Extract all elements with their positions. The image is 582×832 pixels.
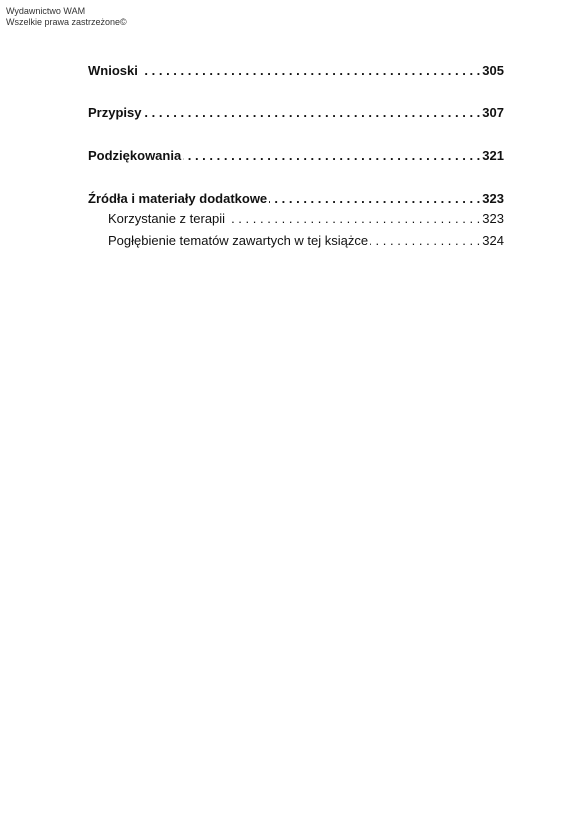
toc-entry-page: 324 bbox=[482, 233, 504, 248]
dot-leader bbox=[143, 104, 480, 122]
dot-leader bbox=[183, 147, 480, 165]
toc-entry-page: 321 bbox=[482, 148, 504, 163]
toc-entry-page: 307 bbox=[482, 105, 504, 120]
toc-entry-title: Podziękowania bbox=[88, 148, 182, 163]
toc-entry-page: 323 bbox=[482, 191, 504, 206]
dot-leader bbox=[269, 190, 480, 208]
publisher-name: Wydawnictwo WAM bbox=[6, 6, 86, 16]
dot-leader bbox=[370, 232, 480, 250]
copyright-notice: Wszelkie prawa zastrzeżone© bbox=[6, 17, 127, 27]
toc-subentry-korzystanie[interactable] bbox=[108, 210, 504, 228]
toc-entry-title: Korzystanie z terapii bbox=[108, 211, 226, 226]
toc-entry-title: Źródła i materiały dodatkowe bbox=[88, 191, 268, 206]
toc-entry-podziekowania[interactable] bbox=[88, 147, 504, 165]
toc-entry-page: 323 bbox=[482, 211, 504, 226]
dot-leader bbox=[140, 62, 480, 80]
toc-entry-zrodla[interactable] bbox=[88, 190, 504, 208]
toc-entry-title: Przypisy bbox=[88, 105, 142, 120]
publisher-notice bbox=[6, 6, 127, 28]
toc-entry-page: 305 bbox=[482, 63, 504, 78]
toc-entry-title: Pogłębienie tematów zawartych w tej książce bbox=[108, 233, 369, 248]
toc-entry-przypisy[interactable] bbox=[88, 104, 504, 122]
toc-subentry-poglebienie[interactable] bbox=[108, 232, 504, 250]
dot-leader bbox=[227, 210, 480, 228]
toc-entry-title: Wnioski bbox=[88, 63, 138, 78]
toc-entry-wnioski[interactable] bbox=[88, 62, 504, 80]
